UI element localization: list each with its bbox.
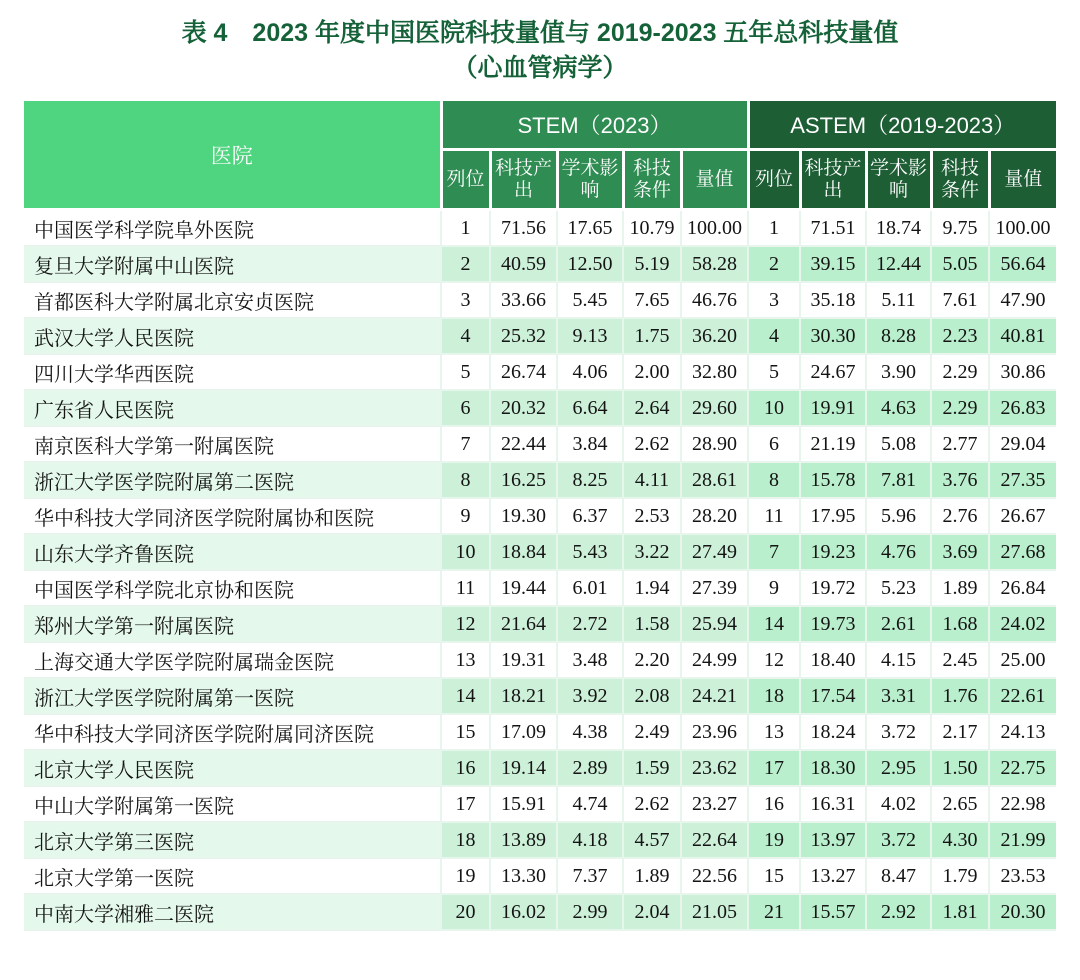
astem-rank-cell: 16 bbox=[748, 786, 800, 822]
astem-conditions-cell: 2.76 bbox=[931, 498, 989, 534]
stem-value-cell: 22.56 bbox=[681, 858, 748, 894]
stem-value-cell: 28.61 bbox=[681, 462, 748, 498]
stem-rank-cell: 4 bbox=[441, 318, 490, 354]
astem-output-cell: 30.30 bbox=[800, 318, 866, 354]
table-title bbox=[24, 16, 1056, 85]
astem-output-cell: 17.95 bbox=[800, 498, 866, 534]
stem-conditions-cell: 2.53 bbox=[623, 498, 681, 534]
stem-impact-cell: 6.64 bbox=[557, 390, 623, 426]
astem-output-cell: 24.67 bbox=[800, 354, 866, 390]
astem-value-cell: 26.67 bbox=[989, 498, 1056, 534]
astem-rank-cell: 2 bbox=[748, 246, 800, 282]
table-title-line2: （心血管病学） bbox=[452, 53, 628, 82]
hospital-name-cell: 上海交通大学医学院附属瑞金医院 bbox=[24, 642, 441, 678]
table-row bbox=[24, 570, 1056, 606]
stem-conditions-cell: 3.22 bbox=[623, 534, 681, 570]
stem-rank-cell: 8 bbox=[441, 462, 490, 498]
column-header-hospital: 医院 bbox=[24, 100, 441, 210]
stem-conditions-cell: 2.62 bbox=[623, 426, 681, 462]
astem-conditions-cell: 4.30 bbox=[931, 822, 989, 858]
astem-rank-cell: 15 bbox=[748, 858, 800, 894]
stem-value-cell: 46.76 bbox=[681, 282, 748, 318]
astem-rank-cell: 19 bbox=[748, 822, 800, 858]
stem-conditions-cell: 1.94 bbox=[623, 570, 681, 606]
stem-rank-cell: 3 bbox=[441, 282, 490, 318]
astem-value-cell: 24.02 bbox=[989, 606, 1056, 642]
subheader-stem-impact: 学术影响 bbox=[557, 150, 623, 210]
stem-output-cell: 40.59 bbox=[490, 246, 557, 282]
astem-rank-cell: 9 bbox=[748, 570, 800, 606]
stem-impact-cell: 4.18 bbox=[557, 822, 623, 858]
stem-output-cell: 18.84 bbox=[490, 534, 557, 570]
table-row bbox=[24, 714, 1056, 750]
stem-output-cell: 19.30 bbox=[490, 498, 557, 534]
astem-rank-cell: 14 bbox=[748, 606, 800, 642]
stem-value-cell: 29.60 bbox=[681, 390, 748, 426]
astem-value-cell: 25.00 bbox=[989, 642, 1056, 678]
stem-output-cell: 13.89 bbox=[490, 822, 557, 858]
stem-output-cell: 18.21 bbox=[490, 678, 557, 714]
stem-rank-cell: 12 bbox=[441, 606, 490, 642]
astem-impact-cell: 3.72 bbox=[866, 822, 931, 858]
astem-conditions-cell: 2.65 bbox=[931, 786, 989, 822]
stem-rank-cell: 14 bbox=[441, 678, 490, 714]
stem-value-cell: 36.20 bbox=[681, 318, 748, 354]
stem-rank-cell: 20 bbox=[441, 894, 490, 930]
stem-rank-cell: 19 bbox=[441, 858, 490, 894]
astem-output-cell: 17.54 bbox=[800, 678, 866, 714]
astem-impact-cell: 8.47 bbox=[866, 858, 931, 894]
group-header-row bbox=[24, 100, 1056, 150]
table-row bbox=[24, 354, 1056, 390]
stem-conditions-cell: 2.62 bbox=[623, 786, 681, 822]
stem-value-cell: 23.62 bbox=[681, 750, 748, 786]
hospital-name-cell: 浙江大学医学院附属第二医院 bbox=[24, 462, 441, 498]
stem-impact-cell: 12.50 bbox=[557, 246, 623, 282]
astem-impact-cell: 5.11 bbox=[866, 282, 931, 318]
astem-value-cell: 30.86 bbox=[989, 354, 1056, 390]
astem-output-cell: 19.72 bbox=[800, 570, 866, 606]
astem-conditions-cell: 2.29 bbox=[931, 390, 989, 426]
stem-impact-cell: 8.25 bbox=[557, 462, 623, 498]
astem-output-cell: 19.73 bbox=[800, 606, 866, 642]
table-row bbox=[24, 678, 1056, 714]
hospital-name-cell: 中国医学科学院阜外医院 bbox=[24, 210, 441, 247]
stem-output-cell: 33.66 bbox=[490, 282, 557, 318]
astem-output-cell: 39.15 bbox=[800, 246, 866, 282]
stem-impact-cell: 3.92 bbox=[557, 678, 623, 714]
stem-conditions-cell: 2.49 bbox=[623, 714, 681, 750]
astem-output-cell: 18.24 bbox=[800, 714, 866, 750]
astem-output-cell: 21.19 bbox=[800, 426, 866, 462]
astem-rank-cell: 4 bbox=[748, 318, 800, 354]
table-row bbox=[24, 426, 1056, 462]
hospital-name-cell: 四川大学华西医院 bbox=[24, 354, 441, 390]
stem-output-cell: 19.14 bbox=[490, 750, 557, 786]
stem-output-cell: 19.31 bbox=[490, 642, 557, 678]
hospital-name-cell: 北京大学第三医院 bbox=[24, 822, 441, 858]
astem-output-cell: 19.91 bbox=[800, 390, 866, 426]
astem-value-cell: 26.83 bbox=[989, 390, 1056, 426]
astem-impact-cell: 5.96 bbox=[866, 498, 931, 534]
table-row bbox=[24, 282, 1056, 318]
astem-impact-cell: 3.31 bbox=[866, 678, 931, 714]
astem-output-cell: 18.40 bbox=[800, 642, 866, 678]
hospital-name-cell: 浙江大学医学院附属第一医院 bbox=[24, 678, 441, 714]
astem-rank-cell: 10 bbox=[748, 390, 800, 426]
stem-conditions-cell: 1.89 bbox=[623, 858, 681, 894]
stem-output-cell: 22.44 bbox=[490, 426, 557, 462]
astem-impact-cell: 3.72 bbox=[866, 714, 931, 750]
astem-impact-cell: 18.74 bbox=[866, 210, 931, 247]
hospital-name-cell: 山东大学齐鲁医院 bbox=[24, 534, 441, 570]
stem-value-cell: 23.27 bbox=[681, 786, 748, 822]
astem-conditions-cell: 9.75 bbox=[931, 210, 989, 247]
hospital-name-cell: 武汉大学人民医院 bbox=[24, 318, 441, 354]
astem-rank-cell: 11 bbox=[748, 498, 800, 534]
ranking-table bbox=[24, 98, 1056, 931]
astem-rank-cell: 7 bbox=[748, 534, 800, 570]
stem-rank-cell: 2 bbox=[441, 246, 490, 282]
astem-output-cell: 19.23 bbox=[800, 534, 866, 570]
astem-impact-cell: 8.28 bbox=[866, 318, 931, 354]
stem-conditions-cell: 5.19 bbox=[623, 246, 681, 282]
astem-value-cell: 21.99 bbox=[989, 822, 1056, 858]
astem-impact-cell: 4.15 bbox=[866, 642, 931, 678]
astem-conditions-cell: 1.50 bbox=[931, 750, 989, 786]
astem-rank-cell: 13 bbox=[748, 714, 800, 750]
subheader-stem-output: 科技产出 bbox=[490, 150, 557, 210]
hospital-name-cell: 中南大学湘雅二医院 bbox=[24, 894, 441, 930]
stem-output-cell: 15.91 bbox=[490, 786, 557, 822]
astem-value-cell: 22.75 bbox=[989, 750, 1056, 786]
stem-output-cell: 13.30 bbox=[490, 858, 557, 894]
astem-output-cell: 15.57 bbox=[800, 894, 866, 930]
stem-conditions-cell: 10.79 bbox=[623, 210, 681, 247]
astem-conditions-cell: 3.69 bbox=[931, 534, 989, 570]
hospital-name-cell: 复旦大学附属中山医院 bbox=[24, 246, 441, 282]
astem-impact-cell: 12.44 bbox=[866, 246, 931, 282]
stem-rank-cell: 17 bbox=[441, 786, 490, 822]
astem-value-cell: 20.30 bbox=[989, 894, 1056, 930]
astem-conditions-cell: 5.05 bbox=[931, 246, 989, 282]
hospital-name-cell: 北京大学人民医院 bbox=[24, 750, 441, 786]
table-row bbox=[24, 606, 1056, 642]
astem-impact-cell: 2.92 bbox=[866, 894, 931, 930]
stem-rank-cell: 5 bbox=[441, 354, 490, 390]
astem-output-cell: 15.78 bbox=[800, 462, 866, 498]
astem-value-cell: 27.68 bbox=[989, 534, 1056, 570]
astem-value-cell: 27.35 bbox=[989, 462, 1056, 498]
stem-rank-cell: 9 bbox=[441, 498, 490, 534]
astem-value-cell: 24.13 bbox=[989, 714, 1056, 750]
stem-rank-cell: 1 bbox=[441, 210, 490, 247]
stem-conditions-cell: 1.75 bbox=[623, 318, 681, 354]
astem-impact-cell: 4.63 bbox=[866, 390, 931, 426]
astem-value-cell: 47.90 bbox=[989, 282, 1056, 318]
table-row bbox=[24, 390, 1056, 426]
astem-impact-cell: 7.81 bbox=[866, 462, 931, 498]
stem-conditions-cell: 2.08 bbox=[623, 678, 681, 714]
stem-impact-cell: 4.06 bbox=[557, 354, 623, 390]
astem-value-cell: 100.00 bbox=[989, 210, 1056, 247]
hospital-name-cell: 华中科技大学同济医学院附属同济医院 bbox=[24, 714, 441, 750]
stem-conditions-cell: 1.59 bbox=[623, 750, 681, 786]
stem-value-cell: 24.99 bbox=[681, 642, 748, 678]
subheader-stem-conditions: 科技条件 bbox=[623, 150, 681, 210]
stem-output-cell: 26.74 bbox=[490, 354, 557, 390]
astem-conditions-cell: 1.68 bbox=[931, 606, 989, 642]
stem-rank-cell: 11 bbox=[441, 570, 490, 606]
stem-output-cell: 16.02 bbox=[490, 894, 557, 930]
stem-rank-cell: 15 bbox=[441, 714, 490, 750]
astem-rank-cell: 18 bbox=[748, 678, 800, 714]
table-row bbox=[24, 534, 1056, 570]
stem-impact-cell: 4.38 bbox=[557, 714, 623, 750]
astem-conditions-cell: 1.76 bbox=[931, 678, 989, 714]
astem-conditions-cell: 2.77 bbox=[931, 426, 989, 462]
astem-conditions-cell: 2.23 bbox=[931, 318, 989, 354]
stem-conditions-cell: 4.57 bbox=[623, 822, 681, 858]
astem-conditions-cell: 3.76 bbox=[931, 462, 989, 498]
group-header-stem: STEM（2023） bbox=[441, 100, 748, 150]
stem-conditions-cell: 2.20 bbox=[623, 642, 681, 678]
stem-conditions-cell: 2.04 bbox=[623, 894, 681, 930]
astem-impact-cell: 5.23 bbox=[866, 570, 931, 606]
stem-conditions-cell: 7.65 bbox=[623, 282, 681, 318]
stem-impact-cell: 6.37 bbox=[557, 498, 623, 534]
stem-value-cell: 24.21 bbox=[681, 678, 748, 714]
subheader-stem-rank: 列位 bbox=[441, 150, 490, 210]
stem-value-cell: 28.20 bbox=[681, 498, 748, 534]
astem-impact-cell: 4.02 bbox=[866, 786, 931, 822]
astem-conditions-cell: 7.61 bbox=[931, 282, 989, 318]
astem-conditions-cell: 2.29 bbox=[931, 354, 989, 390]
stem-value-cell: 23.96 bbox=[681, 714, 748, 750]
hospital-name-cell: 广东省人民医院 bbox=[24, 390, 441, 426]
astem-rank-cell: 17 bbox=[748, 750, 800, 786]
stem-impact-cell: 5.45 bbox=[557, 282, 623, 318]
hospital-name-cell: 中国医学科学院北京协和医院 bbox=[24, 570, 441, 606]
astem-conditions-cell: 2.45 bbox=[931, 642, 989, 678]
stem-output-cell: 20.32 bbox=[490, 390, 557, 426]
stem-impact-cell: 2.99 bbox=[557, 894, 623, 930]
page bbox=[24, 0, 1056, 931]
hospital-name-cell: 北京大学第一医院 bbox=[24, 858, 441, 894]
table-row bbox=[24, 786, 1056, 822]
stem-impact-cell: 9.13 bbox=[557, 318, 623, 354]
astem-output-cell: 35.18 bbox=[800, 282, 866, 318]
table-row bbox=[24, 750, 1056, 786]
astem-impact-cell: 4.76 bbox=[866, 534, 931, 570]
stem-value-cell: 21.05 bbox=[681, 894, 748, 930]
hospital-name-cell: 华中科技大学同济医学院附属协和医院 bbox=[24, 498, 441, 534]
astem-output-cell: 13.27 bbox=[800, 858, 866, 894]
astem-value-cell: 23.53 bbox=[989, 858, 1056, 894]
stem-impact-cell: 2.72 bbox=[557, 606, 623, 642]
stem-rank-cell: 10 bbox=[441, 534, 490, 570]
astem-output-cell: 13.97 bbox=[800, 822, 866, 858]
subheader-astem-rank: 列位 bbox=[748, 150, 800, 210]
astem-impact-cell: 5.08 bbox=[866, 426, 931, 462]
stem-rank-cell: 13 bbox=[441, 642, 490, 678]
stem-value-cell: 27.39 bbox=[681, 570, 748, 606]
astem-impact-cell: 3.90 bbox=[866, 354, 931, 390]
stem-impact-cell: 3.84 bbox=[557, 426, 623, 462]
astem-output-cell: 71.51 bbox=[800, 210, 866, 247]
astem-conditions-cell: 1.89 bbox=[931, 570, 989, 606]
table-row bbox=[24, 246, 1056, 282]
hospital-name-cell: 南京医科大学第一附属医院 bbox=[24, 426, 441, 462]
stem-value-cell: 28.90 bbox=[681, 426, 748, 462]
stem-output-cell: 25.32 bbox=[490, 318, 557, 354]
stem-conditions-cell: 2.00 bbox=[623, 354, 681, 390]
stem-conditions-cell: 2.64 bbox=[623, 390, 681, 426]
astem-value-cell: 56.64 bbox=[989, 246, 1056, 282]
stem-impact-cell: 4.74 bbox=[557, 786, 623, 822]
stem-impact-cell: 2.89 bbox=[557, 750, 623, 786]
table-title-line1: 表 4 2023 年度中国医院科技量值与 2019-2023 五年总科技量值 bbox=[181, 19, 899, 47]
subheader-stem-value: 量值 bbox=[681, 150, 748, 210]
stem-impact-cell: 5.43 bbox=[557, 534, 623, 570]
stem-output-cell: 21.64 bbox=[490, 606, 557, 642]
stem-value-cell: 22.64 bbox=[681, 822, 748, 858]
astem-conditions-cell: 2.17 bbox=[931, 714, 989, 750]
astem-value-cell: 29.04 bbox=[989, 426, 1056, 462]
table-row bbox=[24, 642, 1056, 678]
stem-impact-cell: 7.37 bbox=[557, 858, 623, 894]
stem-value-cell: 27.49 bbox=[681, 534, 748, 570]
stem-rank-cell: 7 bbox=[441, 426, 490, 462]
subheader-astem-impact: 学术影响 bbox=[866, 150, 931, 210]
stem-output-cell: 19.44 bbox=[490, 570, 557, 606]
astem-value-cell: 40.81 bbox=[989, 318, 1056, 354]
astem-impact-cell: 2.95 bbox=[866, 750, 931, 786]
stem-impact-cell: 17.65 bbox=[557, 210, 623, 247]
astem-conditions-cell: 1.79 bbox=[931, 858, 989, 894]
astem-rank-cell: 21 bbox=[748, 894, 800, 930]
table-row bbox=[24, 498, 1056, 534]
stem-rank-cell: 16 bbox=[441, 750, 490, 786]
stem-impact-cell: 3.48 bbox=[557, 642, 623, 678]
table-row bbox=[24, 822, 1056, 858]
astem-output-cell: 18.30 bbox=[800, 750, 866, 786]
stem-value-cell: 58.28 bbox=[681, 246, 748, 282]
astem-rank-cell: 5 bbox=[748, 354, 800, 390]
stem-impact-cell: 6.01 bbox=[557, 570, 623, 606]
astem-value-cell: 26.84 bbox=[989, 570, 1056, 606]
stem-rank-cell: 6 bbox=[441, 390, 490, 426]
stem-conditions-cell: 4.11 bbox=[623, 462, 681, 498]
subheader-astem-output: 科技产出 bbox=[800, 150, 866, 210]
group-header-astem: ASTEM（2019-2023） bbox=[748, 100, 1056, 150]
table-row bbox=[24, 894, 1056, 930]
stem-output-cell: 16.25 bbox=[490, 462, 557, 498]
stem-value-cell: 25.94 bbox=[681, 606, 748, 642]
stem-value-cell: 32.80 bbox=[681, 354, 748, 390]
table-header bbox=[24, 100, 1056, 210]
table-row bbox=[24, 858, 1056, 894]
astem-rank-cell: 6 bbox=[748, 426, 800, 462]
astem-value-cell: 22.61 bbox=[989, 678, 1056, 714]
stem-value-cell: 100.00 bbox=[681, 210, 748, 247]
stem-conditions-cell: 1.58 bbox=[623, 606, 681, 642]
stem-output-cell: 71.56 bbox=[490, 210, 557, 247]
subheader-astem-value: 量值 bbox=[989, 150, 1056, 210]
table-row bbox=[24, 318, 1056, 354]
table-row bbox=[24, 210, 1056, 247]
astem-rank-cell: 8 bbox=[748, 462, 800, 498]
hospital-name-cell: 中山大学附属第一医院 bbox=[24, 786, 441, 822]
astem-output-cell: 16.31 bbox=[800, 786, 866, 822]
hospital-name-cell: 首都医科大学附属北京安贞医院 bbox=[24, 282, 441, 318]
stem-output-cell: 17.09 bbox=[490, 714, 557, 750]
hospital-name-cell: 郑州大学第一附属医院 bbox=[24, 606, 441, 642]
astem-impact-cell: 2.61 bbox=[866, 606, 931, 642]
stem-rank-cell: 18 bbox=[441, 822, 490, 858]
astem-rank-cell: 1 bbox=[748, 210, 800, 247]
astem-value-cell: 22.98 bbox=[989, 786, 1056, 822]
subheader-astem-conditions: 科技条件 bbox=[931, 150, 989, 210]
astem-conditions-cell: 1.81 bbox=[931, 894, 989, 930]
astem-rank-cell: 12 bbox=[748, 642, 800, 678]
table-row bbox=[24, 462, 1056, 498]
astem-rank-cell: 3 bbox=[748, 282, 800, 318]
table-body bbox=[24, 210, 1056, 931]
